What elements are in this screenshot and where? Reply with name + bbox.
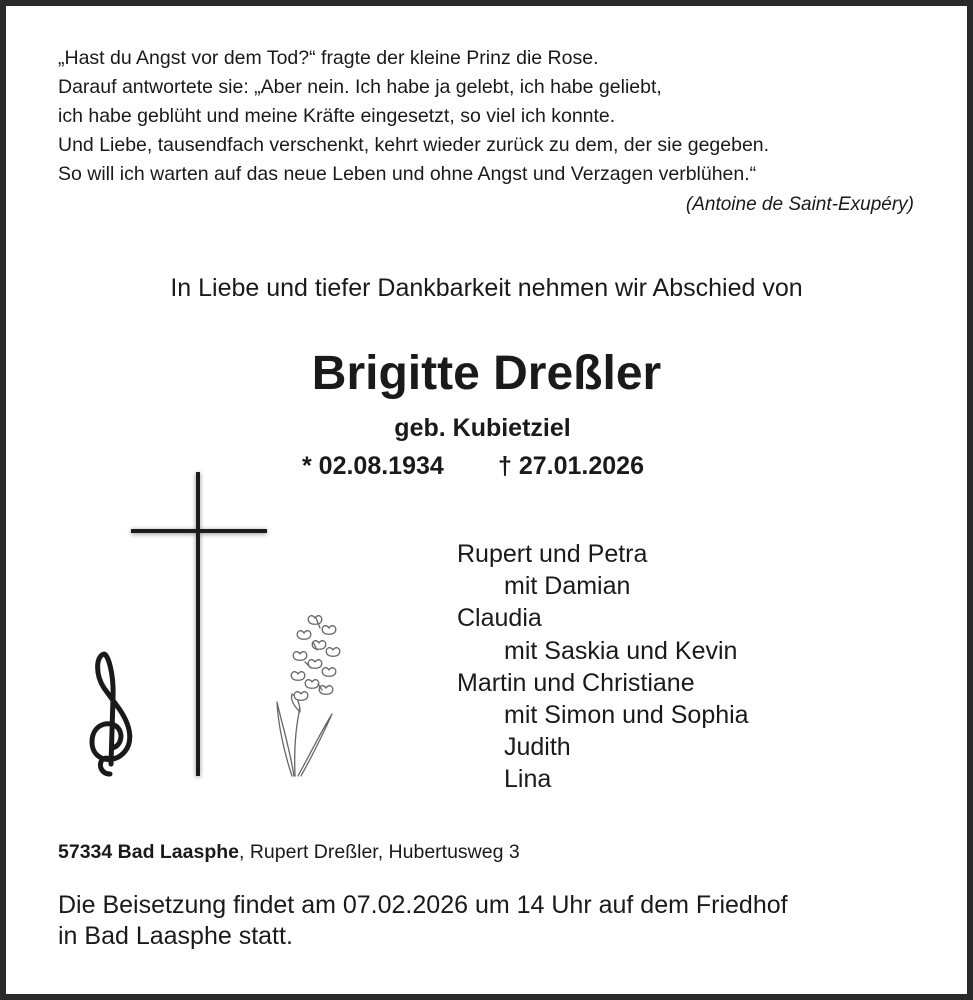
mourner-entry: Lina <box>504 765 552 794</box>
quote-line: „Hast du Angst vor dem Tod?“ fragte der kleine Prinz die Rose. <box>58 47 599 69</box>
mourner-entry: mit Simon und Sophia <box>504 701 749 730</box>
quote-line: So will ich warten auf das neue Leben und ohne Angst und Verzagen verblühen.“ <box>58 163 757 185</box>
memorial-artwork <box>80 462 370 792</box>
intro-text: In Liebe und tiefer Dankbarkeit nehmen wir Abschied von <box>170 274 803 302</box>
quote-block <box>58 44 928 189</box>
deceased-name: Brigitte Dreßler <box>311 347 662 400</box>
mourner-entry: Martin und Christiane <box>457 668 695 697</box>
quote-author: (Antoine de Saint-Exupéry) <box>685 194 914 215</box>
quote-line: ich habe geblüht und meine Kräfte eingesetzt, so viel ich konnte. <box>58 105 616 127</box>
birth-name: geb. Kubietziel <box>394 414 571 442</box>
mourner-entry: Rupert und Petra <box>457 540 648 568</box>
treble-clef-icon <box>92 654 130 774</box>
birth-date: * 02.08.1934 <box>302 452 444 480</box>
quote-line: Und Liebe, tausendfach verschenkt, kehrt wieder zurück zu dem, der sie gegeben. <box>58 134 770 156</box>
funeral-line: Die Beisetzung findet am 07.02.2026 um 14 Uhr auf dem Friedhof <box>58 891 788 919</box>
mourner-entry: Judith <box>504 733 571 762</box>
funeral-line: in Bad Laasphe statt. <box>58 922 293 950</box>
mourner-list <box>457 538 749 796</box>
funeral-notice <box>58 890 788 952</box>
address-details: , Rupert Dreßler, Hubertusweg 3 <box>239 841 520 863</box>
cross-icon <box>131 472 267 776</box>
mourner-entry: mit Damian <box>504 572 631 601</box>
death-date: † 27.01.2026 <box>498 452 644 480</box>
hyacinth-icon <box>277 616 340 776</box>
mourner-entry: Claudia <box>457 604 542 633</box>
address-city: 57334 Bad Laasphe <box>58 841 240 863</box>
quote-line: Darauf antwortete sie: „Aber nein. Ich habe ja gelebt, ich habe geliebt, <box>58 76 662 98</box>
contact-address <box>58 841 520 864</box>
mourner-entry: mit Saskia und Kevin <box>504 636 738 665</box>
